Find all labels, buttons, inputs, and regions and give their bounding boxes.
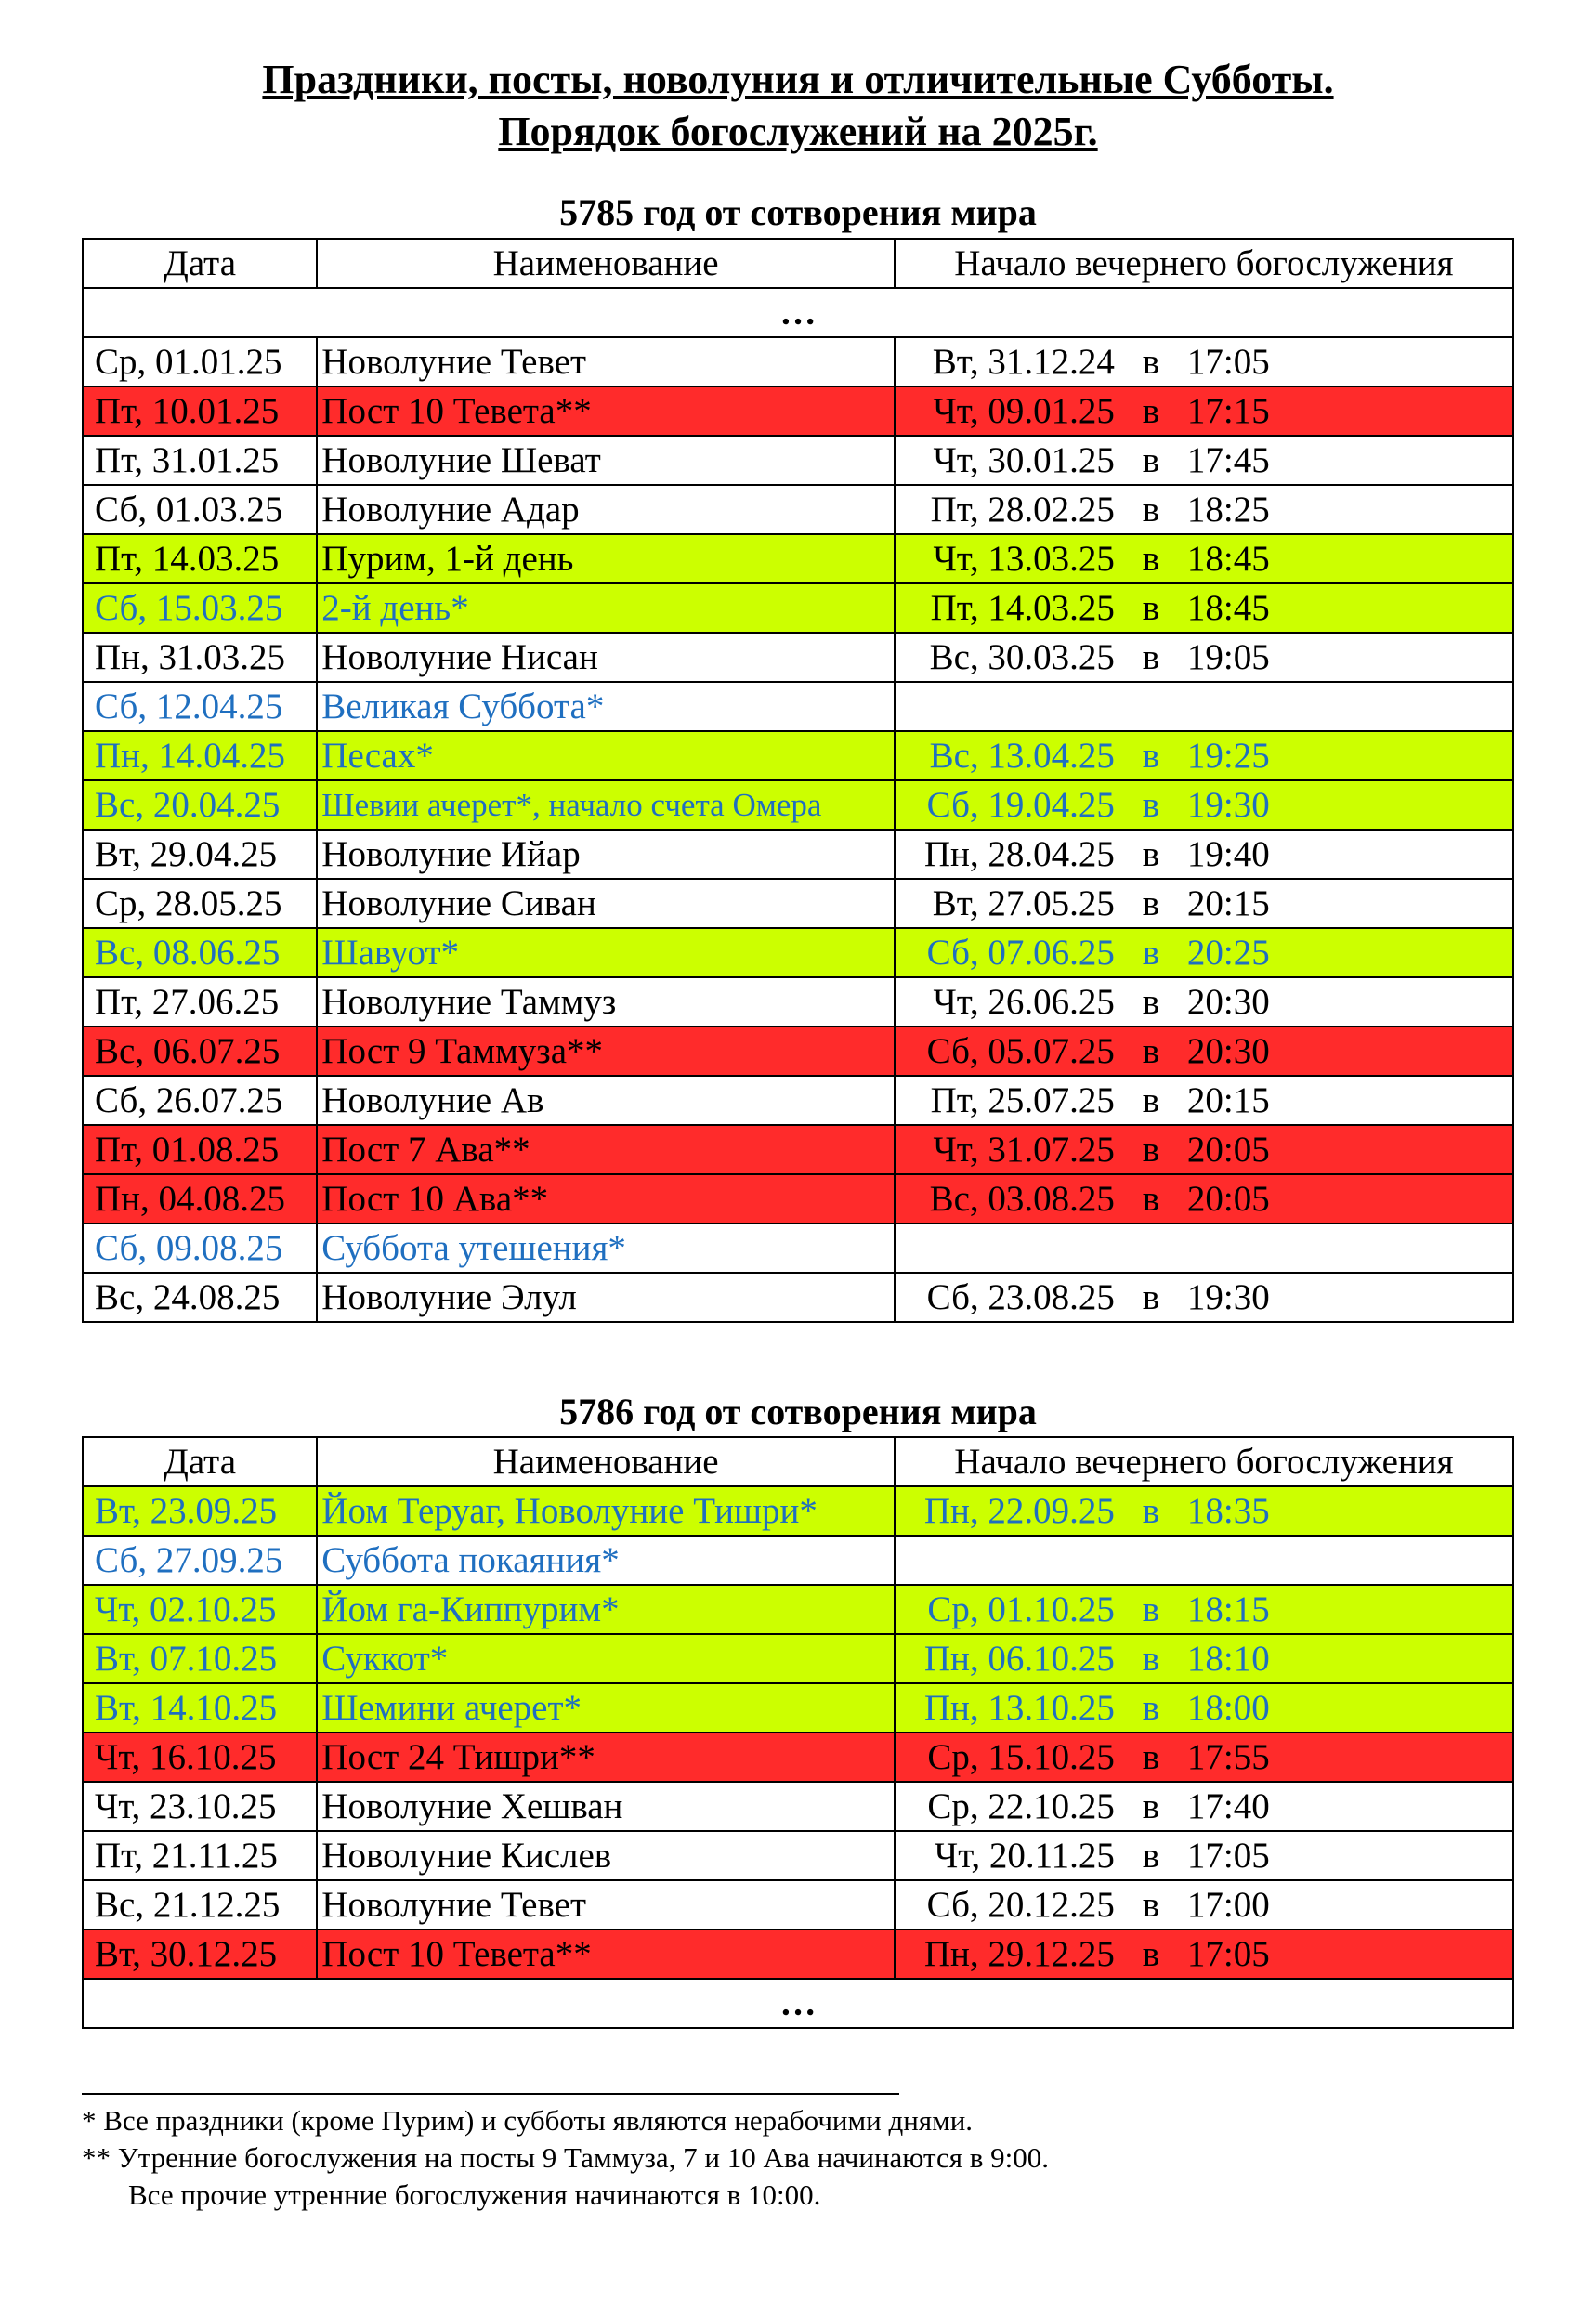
date-cell: Ср, 28.05.25 <box>83 879 317 928</box>
start-time: 20:15 <box>1186 1080 1270 1120</box>
start-cell <box>895 436 1513 485</box>
table-row <box>83 534 1513 583</box>
start-time: 17:05 <box>1186 1934 1270 1974</box>
date-cell: Чт, 16.10.25 <box>83 1733 317 1782</box>
start-v: в <box>1142 785 1160 825</box>
section-heading-5785: 5785 год от сотворения мира <box>559 191 1037 233</box>
table-row <box>83 1174 1513 1223</box>
header-start: Начало вечернего богослужения <box>895 1437 1513 1486</box>
start-v: в <box>1142 1786 1160 1826</box>
section-heading-5786: 5786 год от сотворения мира <box>559 1391 1037 1432</box>
start-date: Вс, 30.03.25 <box>929 637 1115 677</box>
start-v: в <box>1142 982 1160 1022</box>
table-row <box>83 1831 1513 1880</box>
start-cell <box>895 1929 1513 1979</box>
start-v: в <box>1142 883 1160 923</box>
footnote-2: ** Утренние богослужения на посты 9 Таммуза, 7 и 10 Ава начинаются в 9:00. <box>82 2141 1049 2174</box>
name-cell: Суббота утешения* <box>317 1223 895 1273</box>
start-date: Сб, 20.12.25 <box>926 1885 1115 1925</box>
schedule-table-5785 <box>82 238 1514 1323</box>
name-cell: Новолуние Хешван <box>317 1782 895 1831</box>
start-cell <box>895 1125 1513 1174</box>
date-cell: Вс, 24.08.25 <box>83 1273 317 1322</box>
start-v: в <box>1142 1836 1160 1876</box>
table-row <box>83 682 1513 731</box>
start-v: в <box>1142 1688 1160 1728</box>
date-cell: Пт, 31.01.25 <box>83 436 317 485</box>
start-v: в <box>1142 391 1160 431</box>
name-cell: Йом Теруаг, Новолуние Тишри* <box>317 1486 895 1536</box>
date-cell: Сб, 12.04.25 <box>83 682 317 731</box>
name-cell: Новолуние Элул <box>317 1273 895 1322</box>
start-time: 17:45 <box>1186 440 1270 480</box>
start-time: 18:35 <box>1186 1491 1270 1531</box>
table-row <box>83 1027 1513 1076</box>
name-cell: Пост 24 Тишри** <box>317 1733 895 1782</box>
name-cell: Новолуние Кислев <box>317 1831 895 1880</box>
start-v: в <box>1142 1639 1160 1679</box>
page-title: Праздники, посты, новолуния и отличительные Субботы. <box>262 57 1334 102</box>
start-date: Вс, 03.08.25 <box>929 1179 1115 1219</box>
name-cell: Суббота покаяния* <box>317 1536 895 1585</box>
date-cell: Пт, 10.01.25 <box>83 386 317 436</box>
start-cell <box>895 977 1513 1027</box>
start-cell <box>895 879 1513 928</box>
start-cell <box>895 731 1513 780</box>
start-time: 20:05 <box>1186 1179 1270 1219</box>
footnote-1: * Все праздники (кроме Пурим) и субботы являются нерабочими днями. <box>82 2104 974 2137</box>
table-row <box>83 1880 1513 1929</box>
table-row <box>83 928 1513 977</box>
name-cell: Суккот* <box>317 1634 895 1683</box>
start-v: в <box>1142 1130 1160 1170</box>
date-cell: Чт, 23.10.25 <box>83 1782 317 1831</box>
date-cell: Пт, 14.03.25 <box>83 534 317 583</box>
name-cell: Шавуот* <box>317 928 895 977</box>
name-cell: Новолуние Таммуз <box>317 977 895 1027</box>
start-cell <box>895 485 1513 534</box>
start-cell <box>895 386 1513 436</box>
start-time: 17:40 <box>1186 1786 1270 1826</box>
header-name: Наименование <box>317 1437 895 1486</box>
header-start: Начало вечернего богослужения <box>895 239 1513 288</box>
start-date: Пт, 25.07.25 <box>930 1080 1115 1120</box>
start-date: Чт, 31.07.25 <box>933 1130 1115 1170</box>
start-v: в <box>1142 588 1160 628</box>
ellipsis-row <box>83 288 1513 337</box>
start-time: 20:05 <box>1186 1130 1270 1170</box>
name-cell: Йом га-Киппурим* <box>317 1585 895 1634</box>
table-row <box>83 977 1513 1027</box>
start-time: 19:05 <box>1186 637 1270 677</box>
date-cell: Сб, 26.07.25 <box>83 1076 317 1125</box>
start-date: Чт, 26.06.25 <box>933 982 1115 1022</box>
ellipsis: … <box>83 1979 1513 2028</box>
date-cell: Сб, 09.08.25 <box>83 1223 317 1273</box>
start-time: 20:25 <box>1186 933 1270 973</box>
start-date: Пн, 22.09.25 <box>923 1491 1115 1531</box>
start-cell <box>895 1683 1513 1733</box>
name-cell: Пост 7 Ава** <box>317 1125 895 1174</box>
start-cell <box>895 682 1513 731</box>
start-cell <box>895 1536 1513 1585</box>
start-time: 18:45 <box>1186 588 1270 628</box>
start-date: Пт, 28.02.25 <box>930 490 1115 530</box>
start-cell <box>895 534 1513 583</box>
start-date: Пт, 14.03.25 <box>930 588 1115 628</box>
name-cell: Новолуние Тевет <box>317 1880 895 1929</box>
table-row <box>83 1733 1513 1782</box>
date-cell: Вс, 08.06.25 <box>83 928 317 977</box>
start-v: в <box>1142 637 1160 677</box>
start-v: в <box>1142 834 1160 874</box>
start-v: в <box>1142 1885 1160 1925</box>
start-cell <box>895 780 1513 830</box>
table-row <box>83 1486 1513 1536</box>
start-time: 18:45 <box>1186 539 1270 579</box>
start-cell <box>895 1880 1513 1929</box>
date-cell: Вт, 07.10.25 <box>83 1634 317 1683</box>
start-v: в <box>1142 1589 1160 1629</box>
start-v: в <box>1142 539 1160 579</box>
date-cell: Сб, 27.09.25 <box>83 1536 317 1585</box>
start-time: 17:55 <box>1186 1737 1270 1777</box>
name-cell: Пост 10 Тевета** <box>317 386 895 436</box>
date-cell: Вс, 21.12.25 <box>83 1880 317 1929</box>
date-cell: Чт, 02.10.25 <box>83 1585 317 1634</box>
table-row <box>83 485 1513 534</box>
start-cell <box>895 1634 1513 1683</box>
start-date: Пн, 06.10.25 <box>923 1639 1115 1679</box>
start-time: 17:00 <box>1186 1885 1270 1925</box>
start-date: Пн, 28.04.25 <box>923 834 1115 874</box>
start-v: в <box>1142 1491 1160 1531</box>
start-cell <box>895 1076 1513 1125</box>
header-date: Дата <box>83 239 317 288</box>
start-cell <box>895 1273 1513 1322</box>
table-row <box>83 633 1513 682</box>
start-time: 17:05 <box>1186 1836 1270 1876</box>
start-cell <box>895 928 1513 977</box>
date-cell: Вт, 23.09.25 <box>83 1486 317 1536</box>
table-row <box>83 583 1513 633</box>
date-cell: Вт, 14.10.25 <box>83 1683 317 1733</box>
name-cell: Пост 10 Тевета** <box>317 1929 895 1979</box>
start-time: 18:00 <box>1186 1688 1270 1728</box>
table-row <box>83 337 1513 386</box>
name-cell: Пост 10 Ава** <box>317 1174 895 1223</box>
ellipsis: … <box>83 288 1513 337</box>
start-cell <box>895 1486 1513 1536</box>
start-date: Пн, 13.10.25 <box>923 1688 1115 1728</box>
start-time: 17:05 <box>1186 342 1270 382</box>
footnote-divider <box>82 2093 899 2095</box>
start-cell <box>895 1223 1513 1273</box>
start-date: Ср, 15.10.25 <box>927 1737 1115 1777</box>
date-cell: Пн, 14.04.25 <box>83 731 317 780</box>
table-row <box>83 386 1513 436</box>
table-row <box>83 1683 1513 1733</box>
date-cell: Вт, 29.04.25 <box>83 830 317 879</box>
schedule-table-5786 <box>82 1436 1514 2029</box>
table-row <box>83 1125 1513 1174</box>
date-cell: Вс, 06.07.25 <box>83 1027 317 1076</box>
name-cell: Новолуние Тевет <box>317 337 895 386</box>
start-cell <box>895 1782 1513 1831</box>
date-cell: Сб, 15.03.25 <box>83 583 317 633</box>
start-date: Ср, 01.10.25 <box>927 1589 1115 1629</box>
table-row <box>83 1076 1513 1125</box>
start-date: Вт, 27.05.25 <box>932 883 1115 923</box>
start-v: в <box>1142 1080 1160 1120</box>
date-cell: Пн, 31.03.25 <box>83 633 317 682</box>
start-v: в <box>1142 1031 1160 1071</box>
start-v: в <box>1142 1277 1160 1317</box>
start-time: 19:40 <box>1186 834 1270 874</box>
name-cell: Новолуние Ийар <box>317 830 895 879</box>
name-cell: Новолуние Шеват <box>317 436 895 485</box>
start-date: Вс, 13.04.25 <box>929 736 1115 776</box>
table-header-row <box>83 239 1513 288</box>
start-date: Чт, 13.03.25 <box>933 539 1115 579</box>
name-cell: Новолуние Сиван <box>317 879 895 928</box>
name-cell: Новолуние Ав <box>317 1076 895 1125</box>
start-v: в <box>1142 736 1160 776</box>
table-row <box>83 1223 1513 1273</box>
page-subtitle: Порядок богослужений на 2025г. <box>498 109 1098 154</box>
start-v: в <box>1142 1737 1160 1777</box>
start-date: Сб, 23.08.25 <box>926 1277 1115 1317</box>
table-row <box>83 830 1513 879</box>
start-cell <box>895 1174 1513 1223</box>
start-v: в <box>1142 1179 1160 1219</box>
start-v: в <box>1142 342 1160 382</box>
name-cell: Новолуние Нисан <box>317 633 895 682</box>
table-row <box>83 780 1513 830</box>
start-cell <box>895 1831 1513 1880</box>
name-cell: Пост 9 Таммуза** <box>317 1027 895 1076</box>
table-row <box>83 1585 1513 1634</box>
start-time: 17:15 <box>1186 391 1270 431</box>
start-date: Чт, 20.11.25 <box>934 1836 1115 1876</box>
date-cell: Пт, 27.06.25 <box>83 977 317 1027</box>
start-time: 20:30 <box>1186 982 1270 1022</box>
table-row <box>83 1536 1513 1585</box>
date-cell: Пт, 21.11.25 <box>83 1831 317 1880</box>
start-cell <box>895 830 1513 879</box>
start-date: Сб, 19.04.25 <box>926 785 1115 825</box>
date-cell: Сб, 01.03.25 <box>83 485 317 534</box>
table-row <box>83 436 1513 485</box>
name-cell: Песах* <box>317 731 895 780</box>
start-cell <box>895 1027 1513 1076</box>
table-row <box>83 1929 1513 1979</box>
start-date: Пн, 29.12.25 <box>923 1934 1115 1974</box>
header-date: Дата <box>83 1437 317 1486</box>
date-cell: Пн, 04.08.25 <box>83 1174 317 1223</box>
table-row <box>83 731 1513 780</box>
table-row <box>83 1782 1513 1831</box>
table-row <box>83 1273 1513 1322</box>
table-header-row <box>83 1437 1513 1486</box>
start-cell <box>895 337 1513 386</box>
start-time: 19:25 <box>1186 736 1270 776</box>
start-cell <box>895 633 1513 682</box>
start-v: в <box>1142 933 1160 973</box>
start-v: в <box>1142 1934 1160 1974</box>
start-time: 19:30 <box>1186 785 1270 825</box>
name-cell: Новолуние Адар <box>317 485 895 534</box>
table-row <box>83 879 1513 928</box>
table-row <box>83 1634 1513 1683</box>
name-cell: Шемини ачерет* <box>317 1683 895 1733</box>
name-cell: Шевии ачерет*, начало счета Омера <box>317 780 895 830</box>
start-time: 18:10 <box>1186 1639 1270 1679</box>
start-time: 20:15 <box>1186 883 1270 923</box>
name-cell: Пурим, 1-й день <box>317 534 895 583</box>
start-time: 20:30 <box>1186 1031 1270 1071</box>
start-date: Сб, 05.07.25 <box>926 1031 1115 1071</box>
footnote-3: Все прочие утренние богослужения начинаются в 10:00. <box>128 2178 821 2211</box>
start-cell <box>895 1585 1513 1634</box>
start-v: в <box>1142 490 1160 530</box>
start-date: Вт, 31.12.24 <box>932 342 1115 382</box>
name-cell: 2-й день* <box>317 583 895 633</box>
start-cell <box>895 1733 1513 1782</box>
name-cell: Великая Суббота* <box>317 682 895 731</box>
start-date: Чт, 30.01.25 <box>933 440 1115 480</box>
start-date: Ср, 22.10.25 <box>927 1786 1115 1826</box>
start-time: 19:30 <box>1186 1277 1270 1317</box>
start-time: 18:15 <box>1186 1589 1270 1629</box>
start-v: в <box>1142 440 1160 480</box>
date-cell: Ср, 01.01.25 <box>83 337 317 386</box>
date-cell: Вт, 30.12.25 <box>83 1929 317 1979</box>
date-cell: Вс, 20.04.25 <box>83 780 317 830</box>
ellipsis-row <box>83 1979 1513 2028</box>
start-date: Сб, 07.06.25 <box>926 933 1115 973</box>
header-name: Наименование <box>317 239 895 288</box>
date-cell: Пт, 01.08.25 <box>83 1125 317 1174</box>
start-cell <box>895 583 1513 633</box>
start-time: 18:25 <box>1186 490 1270 530</box>
start-date: Чт, 09.01.25 <box>933 391 1115 431</box>
